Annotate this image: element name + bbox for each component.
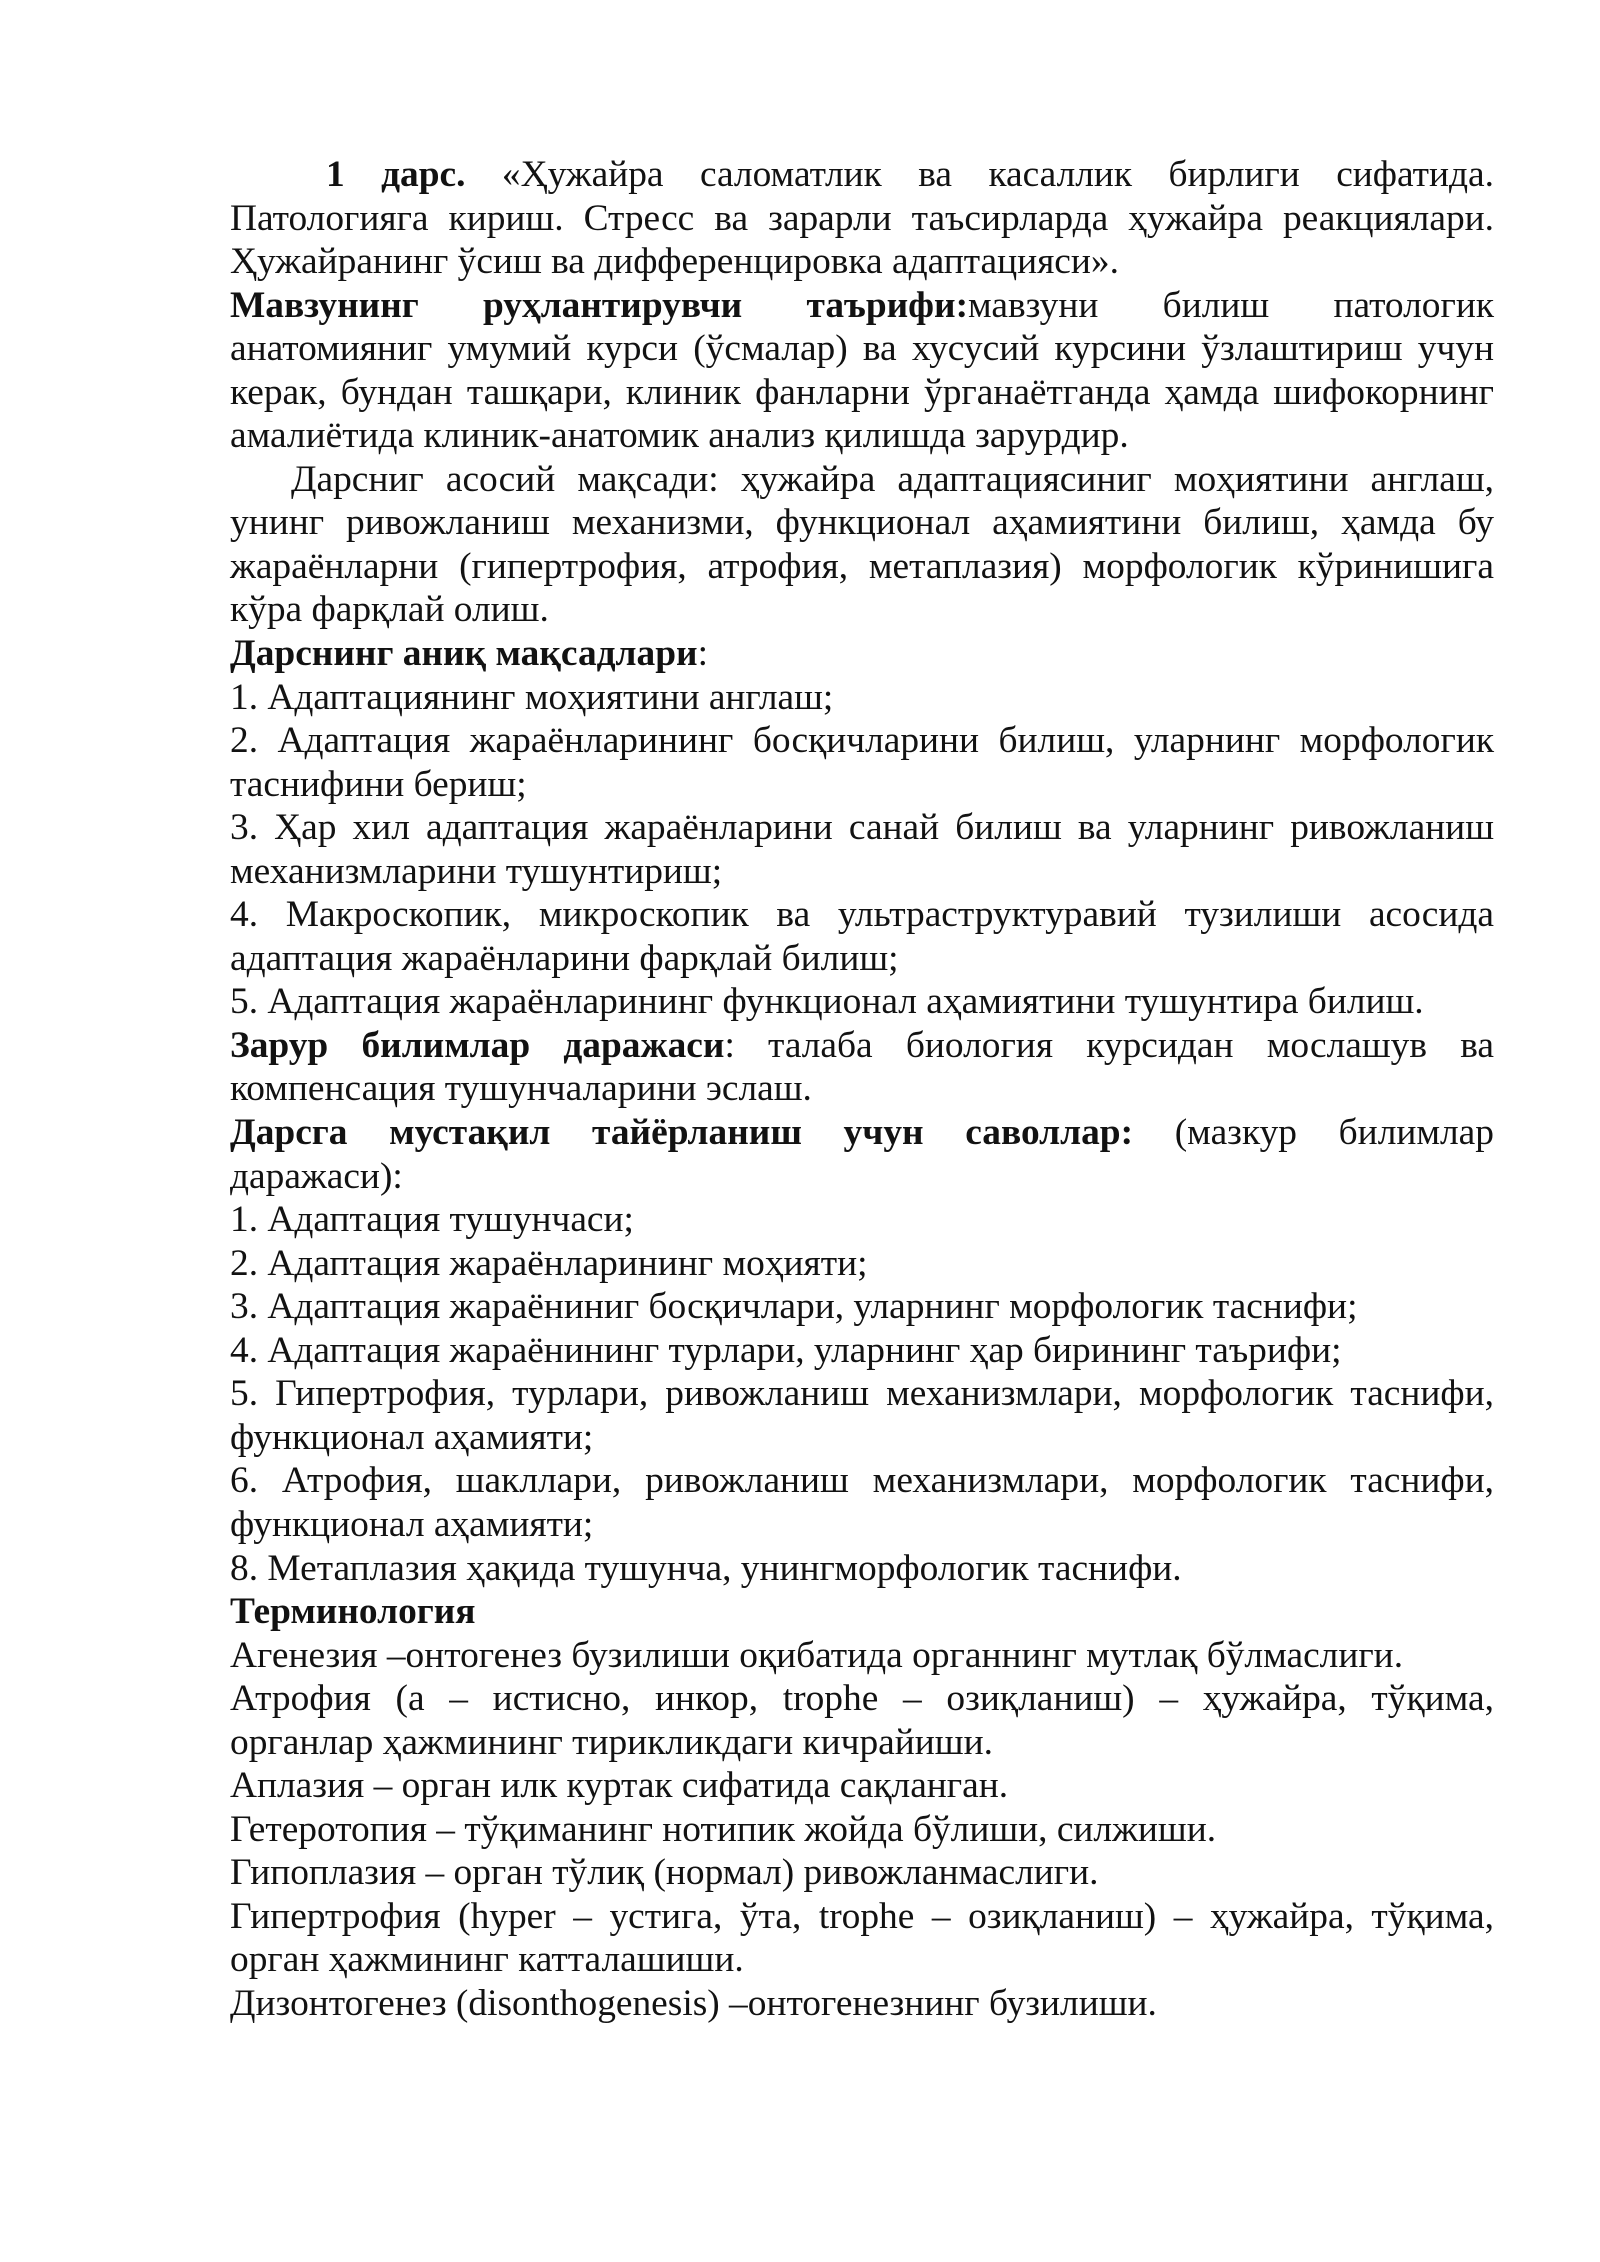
lesson-title-text: «Ҳужайра саломатлик ва касаллик бирлиги сифатида. [501, 154, 1494, 195]
specific-goals-label: Дарснинг аниқ мақсадлари [230, 633, 698, 675]
term-definition-continuation: органлар ҳажмининг тирикликдаги кичрайиши. [230, 1721, 993, 1763]
required-knowledge-line: компенсация тушунчаларини эслаш. [230, 1068, 812, 1110]
lesson-title-line: Патологияга кириш. Стресс ва зарарли таъсирларда ҳужайра реакциялари. [230, 197, 1494, 239]
term-definition: Атрофия (а – истисно, инкор, trophe – озиқланиш) – ҳужайра, тўқима, [230, 1678, 1494, 1720]
lesson-title-line: Ҳужайранинг ўсиш ва дифференцировка адаптацияси». [230, 241, 1119, 283]
lesson-number: 1 дарс. [326, 154, 466, 195]
term-definition: Гипертрофия (hyper – устига, ўта, trophe – озиқланиш) – ҳужайра, тўқима, [230, 1895, 1494, 1937]
question-item: 8. Метаплазия ҳақида тушунча, унингморфологик таснифи. [230, 1547, 1182, 1589]
term-definition-continuation: орган ҳажмининг катталашиши. [230, 1939, 744, 1981]
question-item: 4. Адаптация жараёнининг турлари, уларнинг ҳар бирининг таърифи; [230, 1329, 1342, 1371]
main-goal-line: унинг ривожланиш механизми, функционал аҳамиятини билиш, ҳамда бу [230, 502, 1494, 544]
motivation-label: Мавзунинг руҳлантирувчи таърифи: [230, 284, 969, 326]
motivation-line: анатомияниг умумий курси (ўсмалар) ва хусусий курсини ўзлаштириш учун [230, 328, 1494, 370]
question-item: 1. Адаптация тушунчаси; [230, 1199, 634, 1241]
document-body [230, 153, 1494, 2026]
specific-goals-heading [230, 632, 1494, 676]
motivation-line: амалиётида клиник-анатомик анализ қилишда зарурдир. [230, 415, 1129, 457]
list-item: 4. Макроскопик, микроскопик ва ультраструктуравий тузилиши асосида [230, 894, 1494, 936]
question-item-continuation: функционал аҳамияти; [230, 1416, 594, 1458]
question-item: 5. Гипертрофия, турлари, ривожланиш механизмлари, морфологик таснифи, [230, 1373, 1494, 1415]
list-item-continuation: таснифини бериш; [230, 763, 527, 805]
main-goal-line: Дарсниг асосий мақсади: ҳужайра адаптациясиниг моҳиятини англаш, [291, 458, 1494, 500]
list-item: 2. Адаптация жараёнларининг босқичларини билиш, уларнинг морфологик [230, 720, 1494, 762]
self-study-note: (мазкур билимлар [1174, 1112, 1494, 1154]
specific-goals-colon: : [697, 633, 708, 675]
term-definition: Агенезия –онтогенез бузилиши оқибатида органнинг мутлақ бўлмаслиги. [230, 1634, 1404, 1676]
list-item: 5. Адаптация жараёнларининг функционал аҳамиятини тушунтира билиш. [230, 981, 1424, 1023]
list-item-continuation: адаптация жараёнларини фарқлай билиш; [230, 937, 899, 979]
list-item: 3. Ҳар хил адаптация жараёнларини санай билиш ва уларнинг ривожланиш [230, 807, 1494, 849]
self-study-note-line: даражаси): [230, 1155, 403, 1197]
self-study-label: Дарсга мустақил тайёрланиш учун саволлар: [230, 1112, 1134, 1154]
main-goal-line: кўра фарқлай олиш. [230, 589, 549, 631]
term-definition: Гипоплазия – орган тўлиқ (нормал) ривожланмаслиги. [230, 1852, 1099, 1894]
list-item-continuation: механизмларини тушунтириш; [230, 850, 723, 892]
question-item: 3. Адаптация жараёниниг босқичлари, уларнинг морфологик таснифи; [230, 1286, 1358, 1328]
required-knowledge-line [230, 1024, 1494, 1068]
motivation-line: керак, бундан ташқари, клиник фанларни ўрганаётганда ҳамда шифокорнинг [230, 371, 1494, 413]
list-item: 1. Адаптациянинг моҳиятини англаш; [230, 676, 834, 718]
question-item: 6. Атрофия, шакллари, ривожланиш механизмлари, морфологик таснифи, [230, 1460, 1494, 1502]
main-goal-line: жараёнларни (гипертрофия, атрофия, метаплазия) морфологик кўринишига [230, 545, 1494, 587]
terminology-heading: Терминология [230, 1591, 476, 1633]
question-item: 2. Адаптация жараёнларининг моҳияти; [230, 1242, 868, 1284]
term-definition: Аплазия – орган илк куртак сифатида сақланган. [230, 1765, 1009, 1807]
question-item-continuation: функционал аҳамияти; [230, 1503, 594, 1545]
lesson-heading-line [230, 153, 1494, 197]
term-definition: Гетеротопия – тўқиманинг нотипик жойда бўлиши, силжиши. [230, 1808, 1217, 1850]
required-knowledge-text: : талаба биология курсидан мослашув ва [724, 1024, 1495, 1066]
motivation-line [230, 284, 1494, 328]
required-knowledge-label: Зарур билимлар даражаси [230, 1024, 725, 1066]
term-definition: Дизонтогенез (disonthogenesis) –онтогенезнинг бузилиши. [230, 1982, 1157, 2024]
motivation-text: мавзуни билиш патологик [968, 284, 1494, 326]
self-study-heading [230, 1111, 1494, 1155]
